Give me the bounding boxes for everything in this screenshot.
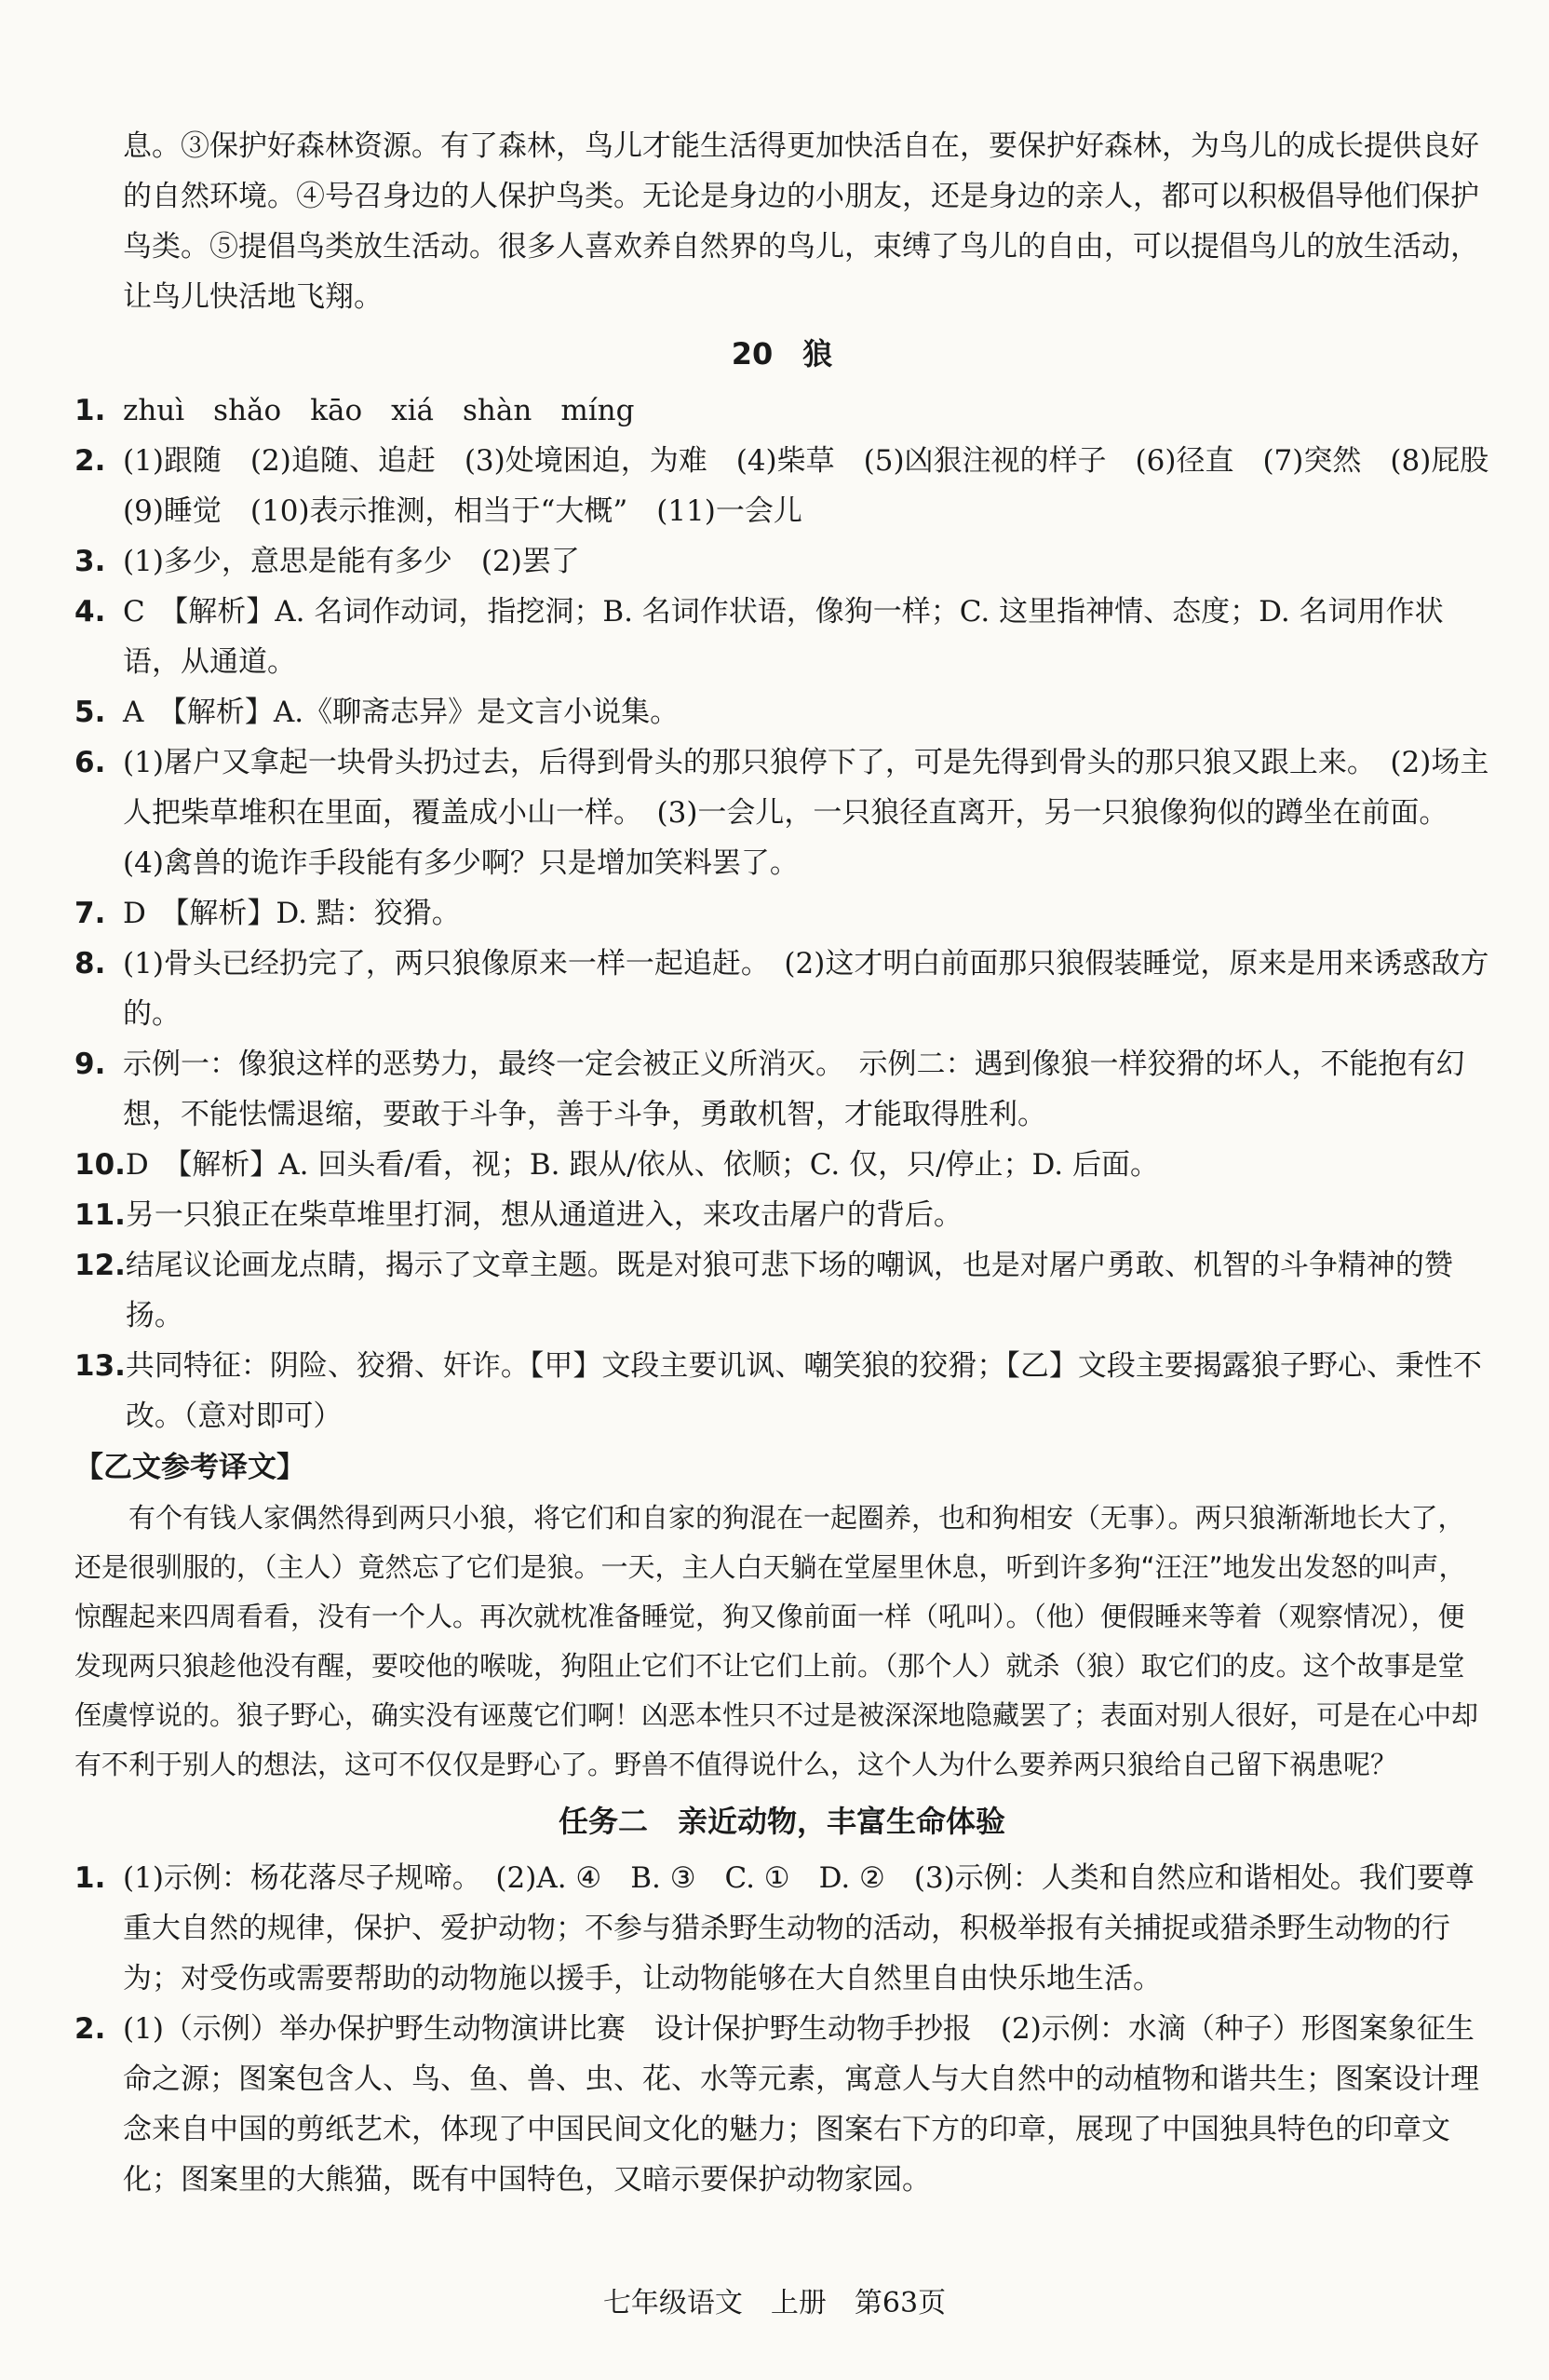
question-number: 13. [74,1349,126,1383]
question-answer: (1)（示例）举办保护野生动物演讲比赛 设计保护野生动物手抄报 (2)示例：水滴（种子）形图案象征生命之源；图案包含人、鸟、鱼、兽、虫、花、水等元素，寓意人与大自然中的动植物和谐共生；图案设计理念来自中国的剪纸艺术，体现了中国民间文化的魅力；图案右下方的印章，展现了中国独具特色的印章文化；图案里的大熊猫，既有中国特色，又暗示要保护动物家园。 [123,2012,1479,2197]
intro-paragraph: 息。③保护好森林资源。有了森林，鸟儿才能生活得更加快活自在，要保护好森林，为鸟儿的成长提供良好的自然环境。④号召身边的人保护鸟类。无论是身边的小朋友，还是身边的亲人，都可以积极倡导他们保护鸟类。⑤提倡鸟类放生活动。很多人喜欢养自然界的鸟儿，束缚了鸟儿的自由，可以提倡鸟儿的放生活动，让鸟儿快活地飞翔。 [123,129,1479,314]
task-question-list [74,1853,1489,2205]
question-answer: (1)屠户又拿起一块骨头扔过去，后得到骨头的那只狼停下了，可是先得到骨头的那只狼又跟上来。 (2)场主人把柴草堆积在里面，覆盖成小山一样。 (3)一会儿，一只狼径直离开，另一只狼像狗似的蹲坐在前面。 (4)禽兽的诡诈手段能有多少啊？只是增加笑料罢了。 [123,746,1489,880]
question-item [74,385,1489,436]
question-answer: (1)多少，意思是能有多少 (2)罢了 [123,545,580,578]
question-item [74,436,1518,536]
section-title: 20 狼 [731,336,833,372]
question-number: 1. [74,394,106,427]
question-item [74,1240,1489,1341]
question-number: 5. [74,696,106,729]
question-answer: C 【解析】A. 名词作动词，指挖洞；B. 名词作状语，像狗一样；C. 这里指神情、态度；D. 名词用作状语，从通道。 [123,595,1444,679]
translation-paragraph: 有个有钱人家偶然得到两只小狼，将它们和自家的狗混在一起圈养，也和狗相安（无事）。两只狼渐渐地长大了，还是很驯服的，（主人）竟然忘了它们是狼。一天，主人白天躺在堂屋里休息，听到许多狗“汪汪”地发出发怒的叫声，惊醒起来四周看看，没有一个人。再次就枕准备睡觉，狗又像前面一样（吼叫）。（他）便假睡来等着（观察情况），便发现两只狼趁他没有醒，要咬他的喉咙，狗阻止它们不让它们上前。（那个人）就杀（狼）取它们的皮。这个故事是堂侄虞惇说的。狼子野心，确实没有诬蔑它们啊！凶恶本性只不过是被深深地隐藏罢了；表面对别人很好，可是在心中却有不利于别人的想法，这可不仅仅是野心了。野兽不值得说什么，这个人为什么要养两只狼给自己留下祸患呢？ [74,1502,1479,1780]
question-answer: 结尾议论画龙点睛，揭示了文章主题。既是对狼可悲下场的嘲讽，也是对屠户勇敢、机智的斗争精神的赞扬。 [125,1249,1453,1332]
question-answer: (1)骨头已经扔完了，两只狼像原来一样一起追赶。 (2)这才明白前面那只狼假装睡觉，原来是用来诱惑敌方的。 [123,947,1489,1031]
question-item [74,888,1489,939]
question-item [74,1853,1489,2004]
question-item [74,737,1489,888]
question-item [74,939,1489,1039]
question-item [74,1140,1489,1190]
translation-heading: 【乙文参考译文】 [74,1451,305,1484]
question-answer: (1)跟随 (2)追随、追赶 (3)处境困迫，为难 (4)柴草 (5)凶狠注视的样子 (6)径直 (7)突然 (8)屁股 (9)睡觉 (10)表示推测，相当于“大概” (11)一会儿 [123,444,1518,528]
question-answer: A 【解析】A.《聊斋志异》是文言小说集。 [123,696,680,729]
question-number: 12. [74,1249,126,1282]
page-footer: 七年级语文 上册 第63页 [602,2287,947,2319]
question-item [74,587,1489,687]
question-number: 7. [74,897,106,930]
question-list [74,385,1518,1441]
question-item [74,1341,1489,1441]
question-item [74,1190,1489,1240]
question-number: 6. [74,746,106,779]
question-item [74,2004,1489,2205]
question-number: 10. [74,1148,126,1182]
question-number: 1. [74,1861,106,1895]
question-number: 2. [74,2012,106,2046]
question-item [74,536,1489,587]
question-answer: D 【解析】D. 黠：狡猾。 [123,897,461,930]
question-number: 8. [74,947,106,980]
question-item [74,687,1489,737]
question-number: 9. [74,1048,106,1081]
task-title: 任务二 亲近动物，丰富生命体验 [558,1804,1005,1839]
question-answer: D 【解析】A. 回头看/看，视；B. 跟从/依从、依顺；C. 仅，只/停止；D. 后面。 [125,1148,1159,1182]
question-number: 11. [74,1198,126,1232]
question-number: 4. [74,595,106,629]
question-number: 3. [74,545,106,578]
question-answer: (1)示例：杨花落尽子规啼。 (2)A. ④ B. ③ C. ① D. ② (3)示例：人类和自然应和谐相处。我们要尊重大自然的规律，保护、爱护动物；不参与猎杀野生动物的活动，积极举报有关捕捉或猎杀野生动物的行为；对受伤或需要帮助的动物施以援手，让动物能够在大自然里自由快乐地生活。 [123,1861,1475,1995]
question-answer: 共同特征：阴险、狡猾、奸诈。【甲】文段主要讥讽、嘲笑狼的狡猾；【乙】文段主要揭露狼子野心、秉性不改。（意对即可） [125,1349,1482,1433]
question-item [74,1039,1489,1140]
question-answer: 另一只狼正在柴草堆里打洞，想从通道进入，来攻击屠户的背后。 [125,1198,963,1232]
question-answer: 示例一：像狼这样的恶势力，最终一定会被正义所消灭。 示例二：遇到像狼一样狡猾的坏人，不能抱有幻想，不能怯懦退缩，要敢于斗争，善于斗争，勇敢机智，才能取得胜利。 [123,1048,1465,1131]
question-number: 2. [74,444,106,478]
page-content [74,121,1518,2205]
question-answer: zhuì shǎo kāo xiá shàn míng [123,394,635,427]
